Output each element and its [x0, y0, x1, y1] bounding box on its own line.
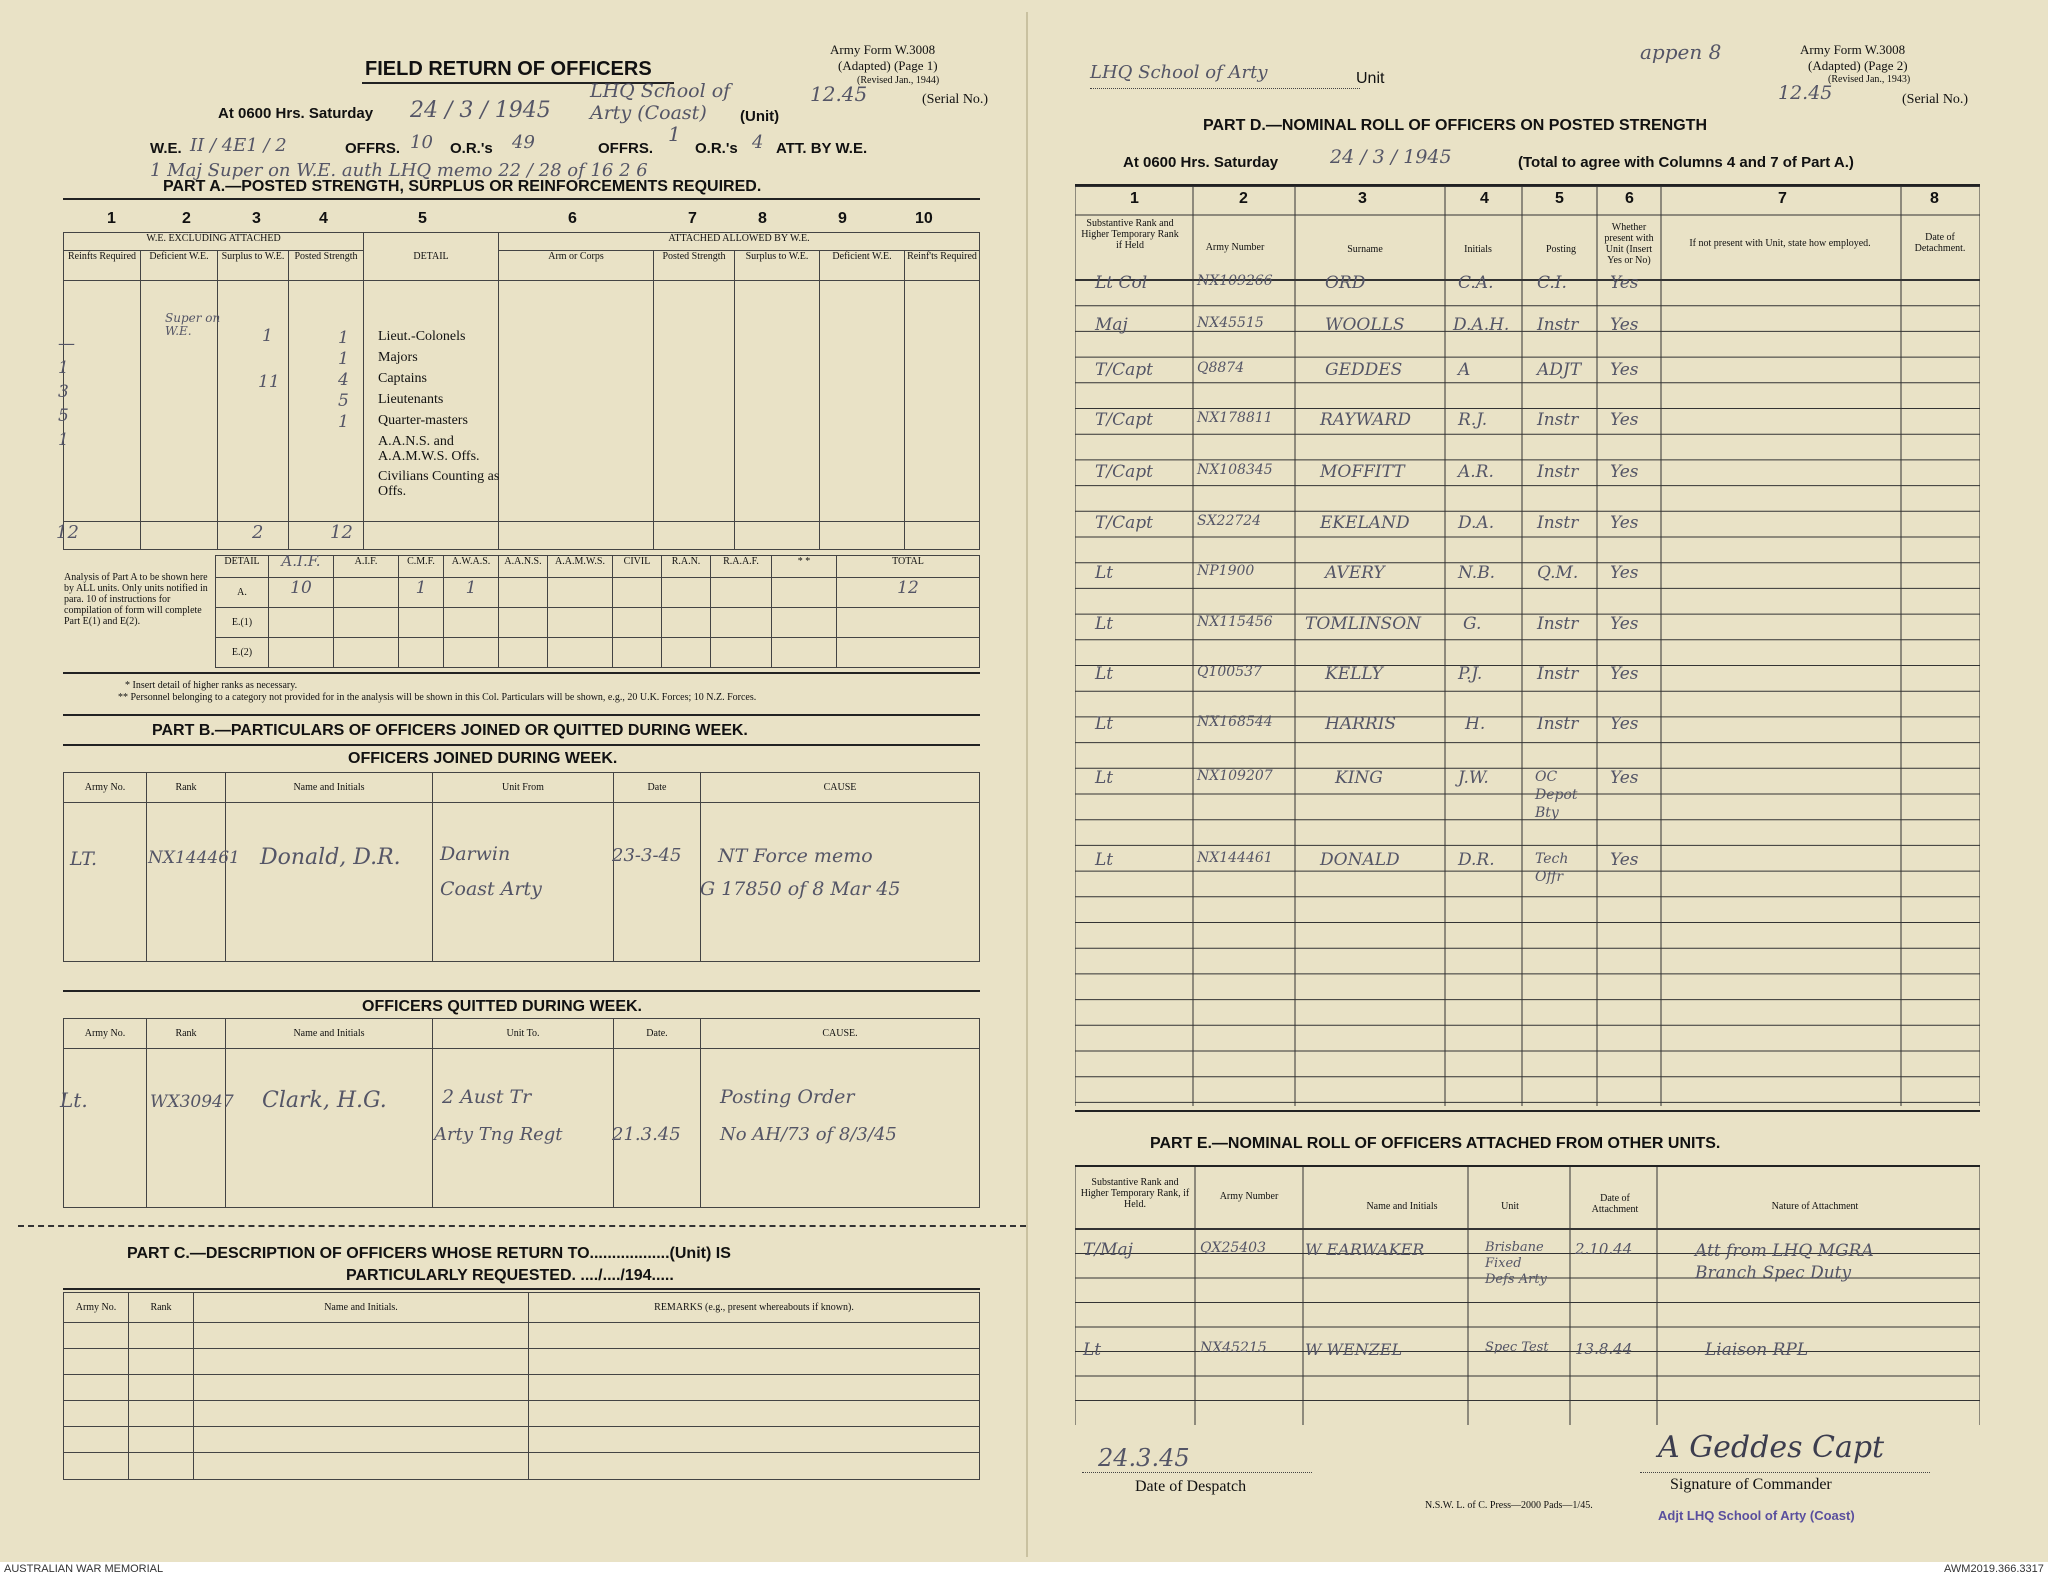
adjutant-stamp: Adjt LHQ School of Arty (Coast) — [1658, 1508, 1855, 1523]
part-a-table — [63, 232, 980, 550]
officer-row — [1075, 315, 1980, 345]
att-by-we-label: ATT. BY W.E. — [776, 140, 868, 157]
part-b-rule — [63, 714, 980, 716]
an-val-total: 12 — [837, 578, 980, 608]
officer-posting: OC Depot Bty — [1535, 769, 1578, 821]
officer-posting: Instr — [1537, 462, 1579, 482]
detail-head: DETAIL — [364, 233, 499, 281]
part-b-title: PART B.—PARTICULARS OF OFFICERS JOINED OR QUITTED DURING WEEK. — [152, 722, 748, 739]
joined-head-name: Name and Initials — [226, 773, 433, 803]
attached-name: W WENZEL — [1305, 1340, 1403, 1359]
d-col-num-5: 5 — [1555, 190, 1564, 207]
officer-initials: A.R. — [1458, 462, 1494, 482]
head-arm-corps: Arm or Corps — [499, 251, 654, 281]
margin-values — [58, 332, 75, 452]
quitted-unit-1: 2 Aust Tr — [442, 1086, 532, 1108]
appendix-note: appen 8 — [1640, 40, 1722, 64]
an-head-civil: CIVIL — [613, 556, 662, 578]
tear-line — [18, 1225, 1026, 1227]
signature-label: Signature of Commander — [1670, 1476, 1832, 1493]
rank-lt-col: Lieut.-Colonels — [378, 329, 466, 344]
right-form-adapted: (Adapted) (Page 2) — [1808, 58, 1908, 73]
attached-row — [1075, 1240, 1980, 1300]
officer-present: Yes — [1610, 850, 1639, 870]
part-e-title: PART E.—NOMINAL ROLL OF OFFICERS ATTACHED FROM OTHER UNITS. — [1150, 1135, 1721, 1152]
return-date: 24 / 3 / 1945 — [410, 98, 551, 123]
quitted-cause-1: Posting Order — [720, 1086, 855, 1108]
d-head-rank: Substantive Rank and Higher Temporary Rank if Held — [1081, 218, 1179, 251]
e-head-unit: Unit — [1501, 1201, 1519, 1212]
officer-army-no: NX109207 — [1197, 768, 1273, 784]
form-title: FIELD RETURN OF OFFICERS — [365, 58, 652, 80]
officer-rank: Lt — [1095, 714, 1114, 734]
d-head-present: Whether present with Unit (Insert Yes or No) — [1604, 222, 1654, 266]
part-c-rule — [63, 1288, 980, 1290]
form-number: Army Form W.3008 — [830, 42, 936, 57]
right-unit-label: Unit — [1356, 70, 1385, 87]
officer-present: Yes — [1610, 563, 1639, 583]
part-e-rule — [1075, 1110, 1980, 1112]
quitted-cause-2: No AH/73 of 8/3/45 — [720, 1124, 897, 1145]
officer-surname: GEDDES — [1325, 360, 1403, 380]
an-row-a: A. — [216, 578, 269, 608]
right-form-revised: (Revised Jan., 1943) — [1828, 74, 1911, 85]
officer-army-no: NX144461 — [1197, 850, 1273, 866]
margin-val-2: 1 — [58, 358, 69, 378]
an-head-raaf: R.A.A.F. — [711, 556, 772, 578]
officer-army-no: SX22724 — [1197, 513, 1262, 529]
an-head-detail: DETAIL — [216, 556, 269, 578]
col-num-3: 3 — [252, 210, 261, 227]
officer-present: Yes — [1610, 768, 1639, 788]
at-hours-label: At 0600 Hrs. Saturday — [218, 105, 374, 122]
joined-head-date: Date — [614, 773, 701, 803]
officer-posting: Tech Offr — [1535, 851, 1569, 885]
officer-surname: ORD — [1325, 273, 1366, 293]
officer-row — [1075, 462, 1980, 492]
part-b-rule-2 — [63, 744, 980, 746]
col-num-6: 6 — [568, 210, 577, 227]
officer-surname: RAYWARD — [1320, 410, 1411, 430]
posted-val-4: 5 — [338, 391, 349, 411]
officer-surname: HARRIS — [1325, 714, 1397, 734]
officer-initials: R.J. — [1458, 410, 1488, 430]
rank-majors: Majors — [378, 350, 418, 365]
joined-army-no: NX144461 — [148, 848, 240, 868]
quitted-rule — [63, 990, 980, 992]
quitted-head-army-no: Army No. — [64, 1019, 147, 1049]
an-head-total: TOTAL — [837, 556, 980, 578]
part-c-table — [63, 1292, 980, 1480]
despatch-label: Date of Despatch — [1135, 1478, 1247, 1495]
officer-row — [1075, 850, 1980, 895]
quitted-rank: Lt. — [60, 1088, 88, 1112]
footnote-1: * Insert detail of higher ranks as necessary. — [125, 680, 298, 691]
d-head-army-no: Army Number — [1205, 242, 1265, 253]
officer-army-no: NX178811 — [1197, 410, 1273, 426]
officer-row — [1075, 768, 1980, 828]
d-col-num-8: 8 — [1930, 190, 1939, 207]
officer-rank: T/Capt — [1095, 410, 1153, 430]
head-reinfts: Reinfts Required — [64, 251, 141, 281]
joined-head-army-no: Army No. — [64, 773, 147, 803]
officer-posting: Instr — [1537, 714, 1579, 734]
officer-row — [1075, 664, 1980, 694]
officer-present: Yes — [1610, 714, 1639, 734]
attached-allowed-head: ATTACHED ALLOWED BY W.E. — [499, 233, 980, 251]
posted-val-3: 4 — [338, 370, 349, 390]
e-head-nature: Nature of Attachment — [1771, 1201, 1859, 1212]
officer-rank: Maj — [1095, 315, 1128, 335]
attached-unit: Brisbane Fixed Defs Arty — [1485, 1240, 1547, 1287]
d-col-num-2: 2 — [1239, 190, 1248, 207]
head-posted: Posted Strength — [289, 251, 364, 281]
officer-posting: Instr — [1537, 410, 1579, 430]
joined-unit-2: Coast Arty — [440, 878, 542, 900]
joined-name: Donald, D.R. — [260, 845, 401, 870]
joined-date: 23-3-45 — [612, 845, 682, 866]
e-head-name: Name and Initials — [1366, 1201, 1438, 1212]
head-att-posted: Posted Strength — [654, 251, 735, 281]
d-head-posting: Posting — [1545, 244, 1576, 255]
col-num-5: 5 — [418, 210, 427, 227]
part-a-title: PART A.—POSTED STRENGTH, SURPLUS OR REINFORCEMENTS REQUIRED. — [163, 178, 762, 195]
c-head-rank: Rank — [129, 1293, 194, 1323]
offrs2-label: OFFRS. — [598, 140, 653, 157]
part-d-agree-note: (Total to agree with Columns 4 and 7 of Part A.) — [1518, 154, 1854, 171]
quitted-name: Clark, H.G. — [262, 1088, 387, 1113]
officer-initials: C.A. — [1458, 273, 1494, 293]
serial-label: (Serial No.) — [922, 92, 989, 107]
officer-army-no: NX108345 — [1197, 462, 1273, 478]
margin-val-4: 5 — [58, 406, 69, 426]
joined-head-cause: CAUSE — [701, 773, 980, 803]
officer-posting: C.I. — [1537, 273, 1567, 293]
officer-initials: G. — [1463, 614, 1482, 634]
attached-date: 13.8.44 — [1575, 1340, 1633, 1358]
joined-cause-2: G 17850 of 8 Mar 45 — [700, 878, 901, 900]
officer-row — [1075, 714, 1980, 744]
officer-rows — [1075, 0, 1980, 900]
despatch-date: 24.3.45 — [1098, 1444, 1190, 1472]
rank-lieutenants: Lieutenants — [378, 392, 444, 407]
officer-rank: T/Capt — [1095, 360, 1153, 380]
attached-name: W EARWAKER — [1305, 1240, 1425, 1259]
head-att-reinfts: Reinf'ts Required — [905, 251, 980, 281]
officer-surname: MOFFITT — [1320, 462, 1405, 482]
officer-posting: Instr — [1537, 614, 1579, 634]
c-head-army-no: Army No. — [64, 1293, 129, 1323]
col-num-9: 9 — [838, 210, 847, 227]
d-col-num-3: 3 — [1358, 190, 1367, 207]
quitted-head-unit-to: Unit To. — [433, 1019, 614, 1049]
col-num-4: 4 — [319, 210, 328, 227]
quitted-date: 21.3.45 — [612, 1124, 681, 1145]
officer-rank: Lt — [1095, 664, 1114, 684]
rank-qm: Quarter-masters — [378, 413, 468, 428]
ors-label: O.R.'s — [450, 140, 493, 157]
attached-rank: Lt — [1083, 1340, 1102, 1360]
footer-accession: AWM2019.366.3317 — [1944, 1563, 2044, 1575]
we-label: W.E. — [150, 140, 182, 157]
total-posted: 12 — [330, 522, 353, 543]
e-head-army-no: Army Number — [1219, 1191, 1279, 1202]
officer-posting: Q.M. — [1537, 563, 1579, 583]
surplus-value-1: 1 — [262, 326, 273, 346]
head-deficient: Deficient W.E. — [141, 251, 218, 281]
col-num-2: 2 — [182, 210, 191, 227]
officer-rank: Lt — [1095, 768, 1114, 788]
part-c-title-2: PARTICULARLY REQUESTED. ..../..../194..... — [346, 1267, 674, 1284]
right-serial-label: (Serial No.) — [1902, 92, 1969, 107]
an-head-awas: A.W.A.S. — [444, 556, 499, 578]
officer-initials: D.R. — [1458, 850, 1495, 870]
an-row-e2: E.(2) — [216, 638, 269, 668]
an-head-other: * * — [772, 556, 837, 578]
attached-date: 2.10.44 — [1575, 1240, 1633, 1258]
offrs-value: 10 — [410, 132, 433, 153]
d-head-initials: Initials — [1464, 244, 1492, 255]
officer-initials: P.J. — [1458, 664, 1483, 684]
quitted-army-no: WX30947 — [150, 1092, 234, 1112]
quitted-head-rank: Rank — [147, 1019, 226, 1049]
attached-unit: Spec Test — [1485, 1340, 1549, 1355]
part-d-title: PART D.—NOMINAL ROLL OF OFFICERS ON POSTED STRENGTH — [1203, 117, 1708, 134]
officer-army-no: NX109266 — [1197, 273, 1273, 289]
joined-rank: LT. — [70, 848, 97, 870]
d-head-employed: If not present with Unit, state how employed. — [1689, 238, 1871, 249]
head-surplus: Surplus to W.E. — [218, 251, 289, 281]
rank-captains: Captains — [378, 371, 427, 386]
an-head-ran: R.A.N. — [662, 556, 711, 578]
officer-army-no: NP1900 — [1197, 563, 1255, 579]
right-unit-value: LHQ School of Arty — [1090, 62, 1268, 83]
ors2-value: 4 — [752, 132, 764, 153]
officer-present: Yes — [1610, 410, 1639, 430]
officer-rank: T/Capt — [1095, 462, 1153, 482]
officer-present: Yes — [1610, 513, 1639, 533]
part-d-date: 24 / 3 / 1945 — [1330, 146, 1452, 168]
form-adapted: (Adapted) (Page 1) — [838, 58, 938, 73]
form-revised: (Revised Jan., 1944) — [857, 75, 940, 86]
an-val-awas: 1 — [444, 578, 499, 608]
officer-surname: WOOLLS — [1325, 315, 1405, 335]
e-head-date: Date of Attachment — [1591, 1193, 1639, 1215]
joined-head-unit-from: Unit From — [433, 773, 614, 803]
officer-surname: TOMLINSON — [1305, 614, 1422, 634]
officer-army-no: Q100537 — [1197, 664, 1262, 680]
joined-unit-1: Darwin — [440, 843, 511, 865]
rank-civilians: Civilians Counting as Offs. — [378, 469, 500, 499]
officer-rank: Lt — [1095, 850, 1114, 870]
joined-title: OFFICERS JOINED DURING WEEK. — [348, 750, 618, 767]
col-num-1: 1 — [107, 210, 116, 227]
unit-value: LHQ School of Arty (Coast) — [590, 80, 731, 124]
surplus-note: Super on W.E. — [165, 311, 221, 338]
an-head-aans: A.A.N.S. — [499, 556, 548, 578]
margin-val-1: — — [58, 334, 75, 354]
d-col-num-7: 7 — [1778, 190, 1787, 207]
attached-army-no: QX25403 — [1200, 1240, 1266, 1256]
officer-army-no: NX115456 — [1197, 614, 1273, 630]
quitted-head-cause: CAUSE. — [701, 1019, 980, 1049]
officer-army-no: Q8874 — [1197, 360, 1245, 376]
part-c-title-1: PART C.—DESCRIPTION OF OFFICERS WHOSE RETURN TO..................(Unit) IS — [127, 1245, 731, 1262]
analysis-rule — [63, 672, 980, 674]
officer-posting: Instr — [1537, 315, 1579, 335]
quitted-unit-2: Arty Tng Regt — [434, 1124, 563, 1145]
officer-row — [1075, 614, 1980, 644]
posted-val-2: 1 — [338, 349, 349, 369]
joined-cause-1: NT Force memo — [718, 845, 873, 867]
d-col-num-4: 4 — [1480, 190, 1489, 207]
right-serial-value: 12.45 — [1778, 82, 1833, 104]
ors-value: 49 — [512, 132, 535, 153]
officer-row — [1075, 563, 1980, 593]
attached-nature: Att from LHQ MGRA Branch Spec Duty — [1695, 1241, 1874, 1283]
joined-head-rank: Rank — [147, 773, 226, 803]
officer-initials: A — [1458, 360, 1471, 380]
officer-initials: D.A. — [1458, 513, 1495, 533]
officer-present: Yes — [1610, 273, 1639, 293]
officer-rank: Lt — [1095, 563, 1114, 583]
handwritten-note: 1 Maj Super on W.E. auth LHQ memo 22 / 28 of 16 2 6 — [150, 160, 648, 181]
officer-surname: KELLY — [1325, 664, 1383, 684]
part-a-col-numbers — [63, 210, 980, 230]
officer-rank: Lt — [1095, 614, 1114, 634]
officer-row — [1075, 273, 1980, 303]
page-fold — [1026, 12, 1028, 1557]
ors2-label: O.R.'s — [695, 140, 738, 157]
posted-val-1: 1 — [338, 328, 349, 348]
d-head-surname: Surname — [1347, 244, 1383, 255]
we-value: II / 4E1 / 2 — [190, 135, 287, 156]
rank-aans: A.A.N.S. and A.A.M.W.S. Offs. — [378, 434, 480, 464]
an-head-aamws: A.A.M.W.S. — [548, 556, 613, 578]
attached-row — [1075, 1340, 1980, 1380]
serial-value: 12.45 — [810, 82, 868, 106]
officer-present: Yes — [1610, 360, 1639, 380]
officer-posting: ADJT — [1537, 360, 1582, 380]
total-margin: 12 — [56, 522, 79, 543]
quitted-table — [63, 1018, 980, 1208]
signature-line — [1640, 1472, 1930, 1473]
an-val-aif: 10 — [269, 578, 334, 608]
officer-surname: AVERY — [1325, 563, 1385, 583]
officer-present: Yes — [1610, 315, 1639, 335]
attached-army-no: NX45215 — [1200, 1340, 1267, 1356]
an-head-aif2: A.I.F. — [334, 556, 399, 578]
attached-nature: Liaison RPL — [1705, 1340, 1809, 1360]
quitted-title: OFFICERS QUITTED DURING WEEK. — [362, 998, 642, 1015]
offrs-label: OFFRS. — [345, 140, 400, 157]
officer-surname: EKELAND — [1320, 513, 1410, 533]
officer-present: Yes — [1610, 664, 1639, 684]
officer-row — [1075, 360, 1980, 390]
analysis-note: Analysis of Part A to be shown here by ALL units. Only units notified in para. 10 of instructions for compilation of form will complete Part E(1) and E(2). — [64, 572, 208, 627]
d-head-detachment: Date of Detachment. — [1914, 232, 1966, 254]
an-head-cmf: C.M.F. — [399, 556, 444, 578]
d-col-num-6: 6 — [1625, 190, 1634, 207]
col-num-8: 8 — [758, 210, 767, 227]
total-surplus: 2 — [252, 522, 264, 543]
analysis-table — [215, 552, 980, 668]
posted-val-5: 1 — [338, 412, 349, 432]
part-a-rule-top — [63, 198, 980, 200]
officer-present: Yes — [1610, 614, 1639, 634]
rank-list — [378, 326, 503, 499]
commander-signature: A Geddes Capt — [1658, 1430, 1885, 1465]
footnote-2: ** Personnel belonging to a category not provided for in the analysis will be shown in this Col. Particulars will be shown, e.g., 20 U.K. Forces; 10 N.Z. Forces. — [118, 692, 757, 703]
e-head-rank: Substantive Rank and Higher Temporary Rank, if Held. — [1080, 1177, 1190, 1210]
d-col-num-1: 1 — [1130, 190, 1139, 207]
head-att-surplus: Surplus to W.E. — [735, 251, 820, 281]
offrs2-value: 1 — [668, 122, 681, 146]
officer-posting: Instr — [1537, 664, 1579, 684]
attached-rank: T/Maj — [1083, 1240, 1133, 1260]
quitted-head-name: Name and Initials — [226, 1019, 433, 1049]
head-att-deficient: Deficient W.E. — [820, 251, 905, 281]
despatch-line — [1082, 1472, 1312, 1473]
col-num-7: 7 — [688, 210, 697, 227]
an-head-aif: A.I.F. — [269, 556, 334, 578]
officer-initials: H. — [1465, 714, 1486, 734]
officer-row — [1075, 513, 1980, 543]
we-excluding-head: W.E. EXCLUDING ATTACHED — [64, 233, 364, 251]
part-d-at-label: At 0600 Hrs. Saturday — [1123, 154, 1279, 171]
officer-initials: D.A.H. — [1453, 315, 1510, 335]
right-form-number: Army Form W.3008 — [1800, 42, 1906, 57]
an-val-cmf: 1 — [399, 578, 444, 608]
officer-rank: Lt Col — [1095, 273, 1148, 293]
col-num-10: 10 — [915, 210, 933, 227]
officer-army-no: NX168544 — [1197, 714, 1273, 730]
unit-label: (Unit) — [740, 108, 780, 125]
margin-val-5: 1 — [58, 430, 69, 450]
c-head-name: Name and Initials. — [194, 1293, 529, 1323]
officer-surname: KING — [1335, 768, 1383, 788]
officer-rank: T/Capt — [1095, 513, 1153, 533]
margin-val-3: 3 — [58, 382, 69, 402]
footer-institution: AUSTRALIAN WAR MEMORIAL — [4, 1563, 164, 1575]
posted-values — [338, 328, 349, 433]
officer-initials: N.B. — [1458, 563, 1496, 583]
an-row-e1: E.(1) — [216, 608, 269, 638]
surplus-value-2: 11 — [258, 372, 280, 392]
quitted-head-date: Date. — [614, 1019, 701, 1049]
officer-present: Yes — [1610, 462, 1639, 482]
officer-surname: DONALD — [1320, 850, 1400, 870]
officer-row — [1075, 410, 1980, 440]
press-note: N.S.W. L. of C. Press—2000 Pads—1/45. — [1425, 1500, 1593, 1511]
officer-initials: J.W. — [1458, 768, 1489, 788]
officer-army-no: NX45515 — [1197, 315, 1264, 331]
officer-posting: Instr — [1537, 513, 1579, 533]
c-head-remarks: REMARKS (e.g., present whereabouts if known). — [529, 1293, 980, 1323]
